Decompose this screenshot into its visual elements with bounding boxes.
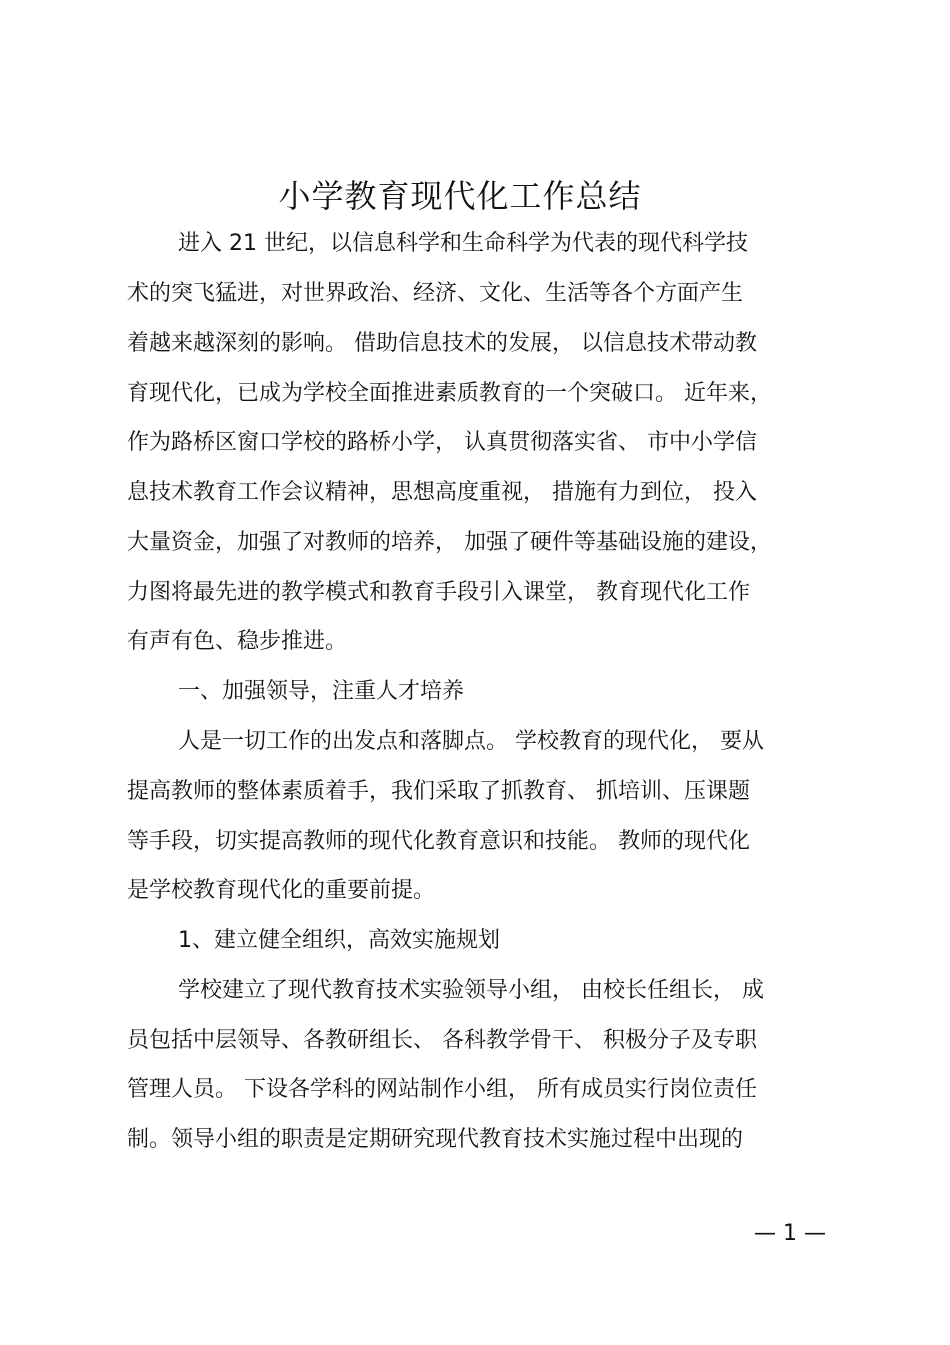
text-line: 制。领导小组的职责是定期研究现代教育技术实施过程中出现的	[127, 1127, 744, 1152]
text-line: 息技术教育工作会议精神，思想高度重视， 措施有力到位， 投入	[127, 480, 757, 505]
text-line: 等手段，切实提高教师的现代化教育意识和技能。 教师的现代化	[127, 829, 750, 854]
text-line: 大量资金，加强了对教师的培养， 加强了硬件等基础设施的建设，	[127, 530, 772, 555]
section-heading: 一、加强领导，注重人才培养	[178, 679, 465, 704]
subsection-heading: 1、建立健全组织，高效实施规划	[178, 928, 500, 953]
text-line: 有声有色、稳步推进。	[127, 629, 348, 654]
text-line: 提高教师的整体素质着手，我们采取了抓教育、 抓培训、压课题	[127, 779, 750, 804]
text-line: 力图将最先进的教学模式和教育手段引入课堂， 教育现代化工作	[127, 580, 750, 605]
text-line: 人是一切工作的出发点和落脚点。 学校教育的现代化， 要从	[178, 729, 764, 754]
text-line: 育现代化，已成为学校全面推进素质教育的一个突破口。 近年来，	[127, 381, 772, 406]
text-line: 学校建立了现代教育技术实验领导小组， 由校长任组长， 成	[178, 978, 764, 1003]
text-line: 作为路桥区窗口学校的路桥小学， 认真贯彻落实省、 市中小学信	[127, 430, 757, 455]
page-number: — 1 —	[754, 1221, 826, 1246]
text-line: 员包括中层领导、各教研组长、 各科教学骨干、 积极分子及专职	[127, 1028, 757, 1053]
text-line: 进入 21 世纪，以信息科学和生命科学为代表的现代科学技	[178, 231, 748, 256]
text-line: 着越来越深刻的影响。 借助信息技术的发展， 以信息技术带动教	[127, 331, 757, 356]
text-line: 术的突飞猛进，对世界政治、经济、文化、生活等各个方面产生	[127, 281, 744, 306]
text-line: 是学校教育现代化的重要前提。	[127, 878, 436, 903]
text-line: 管理人员。 下设各学科的网站制作小组， 所有成员实行岗位责任	[127, 1077, 757, 1102]
document-title: 小学教育现代化工作总结	[278, 177, 642, 215]
